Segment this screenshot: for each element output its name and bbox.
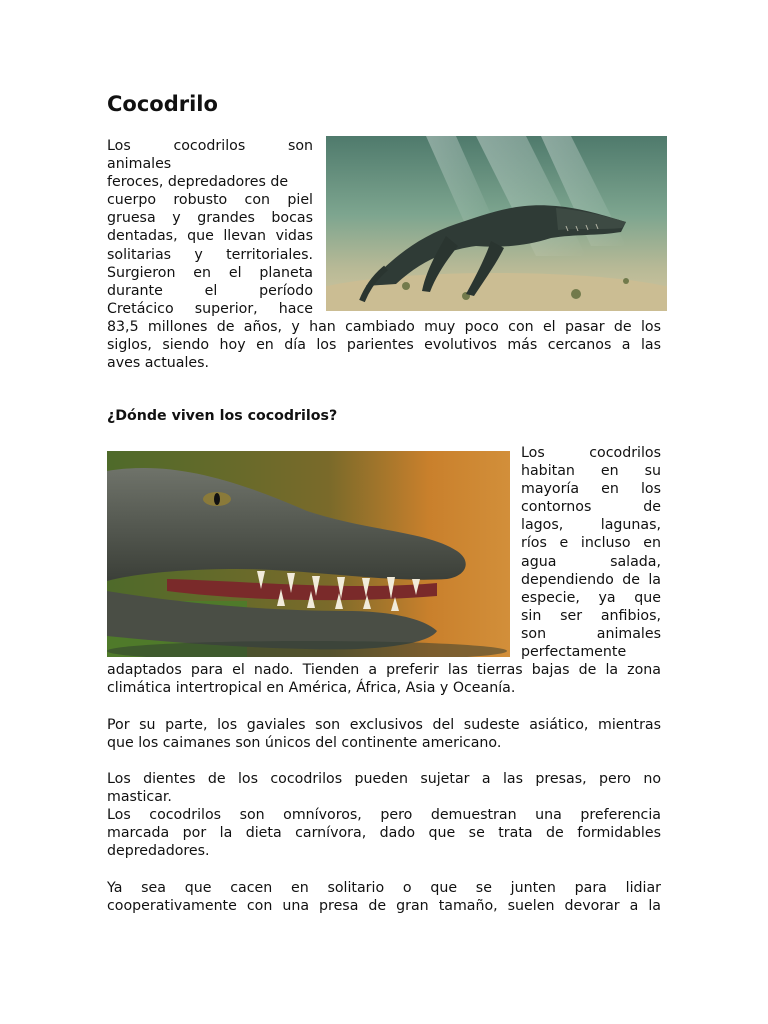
text-line: Los cocodrilos son omnívoros, pero demuestran una preferencia (107, 807, 661, 824)
text-line: Los cocodrilos (521, 445, 661, 461)
text-line: gruesa y grandes bocas (107, 210, 313, 227)
intro-paragraph-continuation (107, 318, 661, 372)
text-line: sin ser anfibios, (521, 607, 661, 624)
text-line: masticar. (107, 789, 172, 806)
text-line: feroces, depredadores de (107, 174, 289, 191)
text-line: dependiendo de la (521, 571, 661, 588)
text-line: agua salada, (521, 553, 661, 570)
text-line: Ya sea que cacen en solitario o que se junten para lidiar (107, 880, 661, 896)
text-line: depredadores. (107, 843, 210, 860)
gaviales-paragraph (107, 716, 661, 752)
text-line: ríos e incluso en (521, 535, 661, 552)
text-line: durante el período (107, 282, 313, 299)
text-word: Los (107, 138, 131, 154)
text-line: habitan en su (521, 463, 661, 480)
text-line: marcada por la dieta carnívora, dado que se trata de formidables (107, 825, 661, 842)
text-word: cocodrilos (173, 138, 246, 154)
section-heading: ¿Dónde viven los cocodrilos? (107, 408, 338, 424)
text-line: siglos, siendo hoy en día los parientes evolutivos más cercanos a las (107, 337, 661, 354)
text-line: que los caimanes son únicos del continente americano. (107, 735, 502, 752)
habitat-paragraph-continuation (107, 661, 661, 697)
text-line: Los dientes de los cocodrilos pueden sujetar a las presas, pero no (107, 771, 661, 787)
text-line: solitarias y territoriales. (107, 246, 313, 263)
text-line: lagos, lagunas, (521, 517, 661, 534)
caza-paragraph (107, 879, 661, 915)
intro-column-text (107, 137, 313, 318)
text-line: 83,5 millones de años, y han cambiado muy poco con el pasar de los (107, 319, 661, 335)
text-line: climática intertropical en América, África, Asia y Oceanía. (107, 680, 516, 697)
text-line: cuerpo robusto con piel (107, 192, 313, 209)
text-line: especie, ya que (521, 589, 661, 606)
text-line: Cretácico superior, hace (107, 300, 313, 317)
dientes-paragraph (107, 770, 661, 860)
text-line: mayoría en los (521, 481, 661, 498)
habitat-column-text (521, 444, 661, 661)
text-line: aves actuales. (107, 355, 210, 372)
text-line (107, 137, 313, 155)
text-line: cooperativamente con una presa de gran tamaño, suelen devorar a la (107, 898, 661, 915)
text-line: perfectamente (521, 644, 627, 661)
crocodile-jaws-image (107, 451, 510, 657)
text-line: dentadas, que llevan vidas (107, 228, 313, 245)
page-title: Cocodrilo (107, 92, 218, 116)
text-word: son (287, 138, 314, 154)
text-line: contornos de (521, 499, 661, 516)
underwater-crocodile-image (326, 136, 667, 311)
text-line: son animales (521, 625, 661, 642)
text-line: animales (107, 156, 172, 173)
text-line: adaptados para el nado. Tienden a preferir las tierras bajas de la zona (107, 662, 661, 678)
text-line: Por su parte, los gaviales son exclusivos del sudeste asiático, mientras (107, 717, 661, 733)
text-line: Surgieron en el planeta (107, 264, 313, 281)
